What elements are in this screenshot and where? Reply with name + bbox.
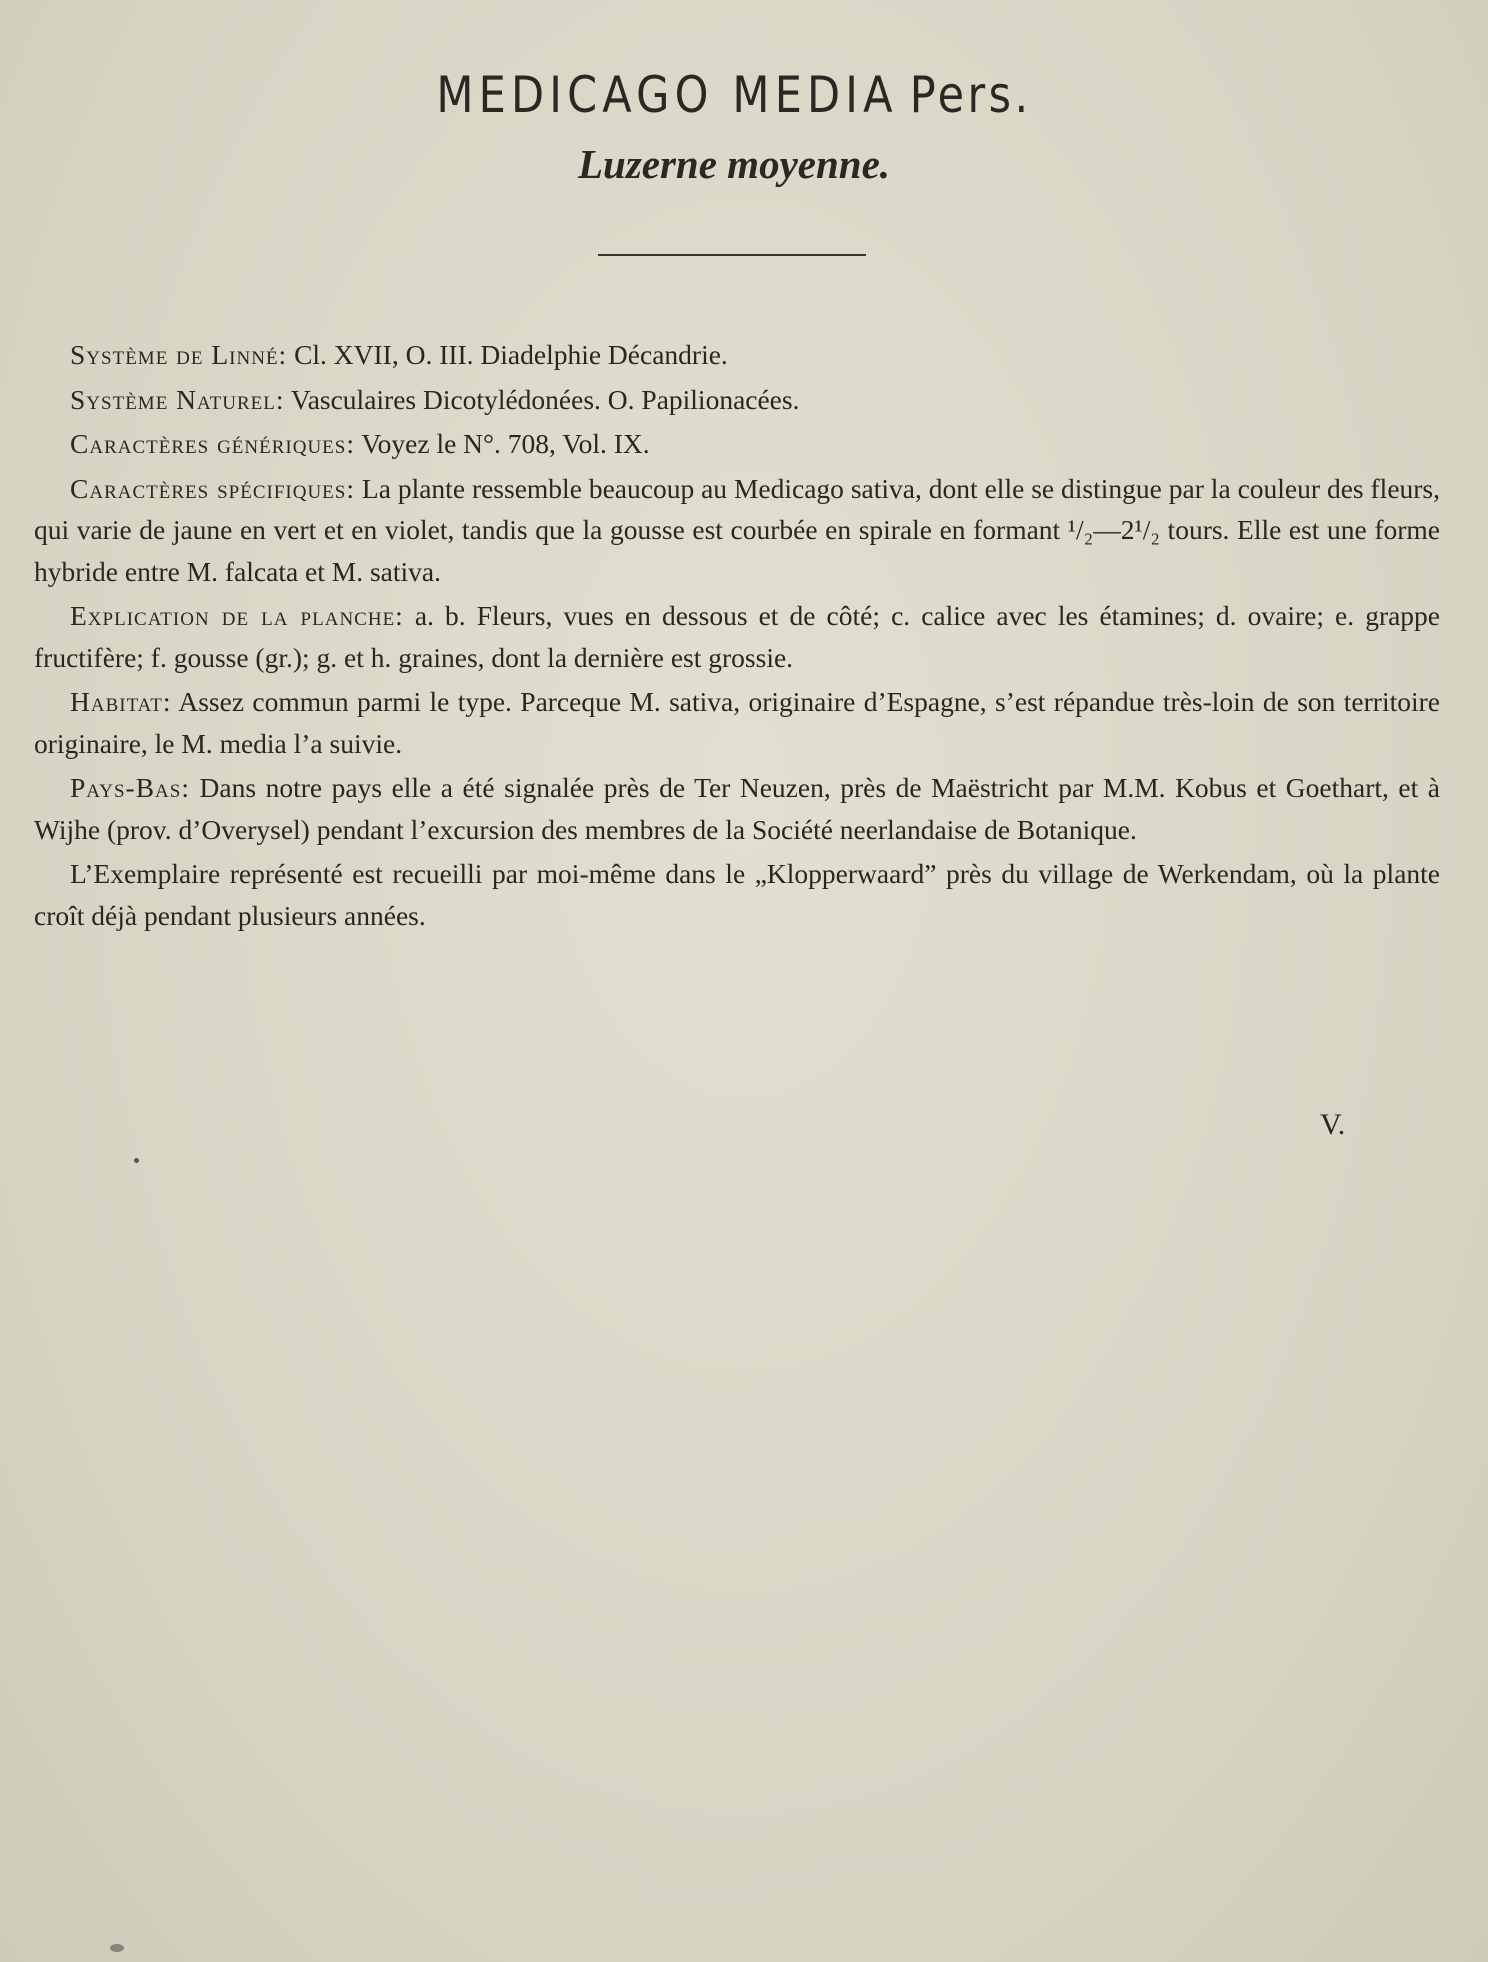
paragraph-text: Vasculaires Dicotylédonées. O. Papilionacées. [284,383,800,415]
paper-speck [134,1158,139,1163]
paragraph-label: Système de Linné: [70,339,288,370]
paragraph-label: Explication de la planche: [70,600,404,631]
paragraph-habitat [34,681,1440,764]
species-title [103,66,1365,124]
paragraph-text: Voyez le N°. 708, Vol. IX. [354,428,650,459]
paragraph-specifiques [34,468,1440,593]
paper-speck [110,1944,124,1952]
paragraph-linne [34,334,1440,376]
paragraph-text: Cl. XVII, O. III. Diadelphie Décandrie. [287,339,728,370]
description-body [34,334,1440,939]
paragraph-label: Pays-Bas: [70,772,190,803]
species-author: Pers. [909,66,1032,124]
title-rule [598,254,866,256]
common-name: Luzerne moyenne. [577,141,891,187]
paragraph-pays-bas [34,767,1440,850]
paragraph-text: Assez commun parmi le type. Parceque M. sativa, originaire d’Espagne, s’est répandue très-loin de son territoire originaire, le M. media l’a suivie. [34,686,1440,759]
paragraph-naturel [34,379,1440,421]
paragraph-explication [34,595,1440,678]
paragraph-label: Système Naturel: [70,383,285,415]
paragraph-text: L’Exemplaire représenté est recueilli par moi-même dans le „Klopperwaard” près du village de Werkendam, où la plante croît déjà pendant plusieurs années. [34,858,1440,931]
paragraph-label: Caractères spécifiques: [70,472,355,504]
paragraph-exemplaire [34,853,1440,936]
paragraph-text: La plante ressemble beaucoup au Medicago sativa, dont elle se distingue par la couleur des fleurs, qui varie de jaune en vert et en violet, tandis que la gousse est courbée en spirale en formant ¹/₂—2¹/₂ tours. Elle est une forme hybride entre M. falcata et M. sativa. [34,472,1441,587]
paragraph-label: Habitat: [70,686,172,717]
paragraph-text: Dans notre pays elle a été signalée près de Ter Neuzen, près de Maëstricht par M.M. Kobus et Goethart, et à Wijhe (prov. d’Overysel) pendant l’excursion des membres de la Société neerlandaise de Botanique. [34,772,1440,845]
author-signature: V. [1320,1108,1346,1141]
paragraph-label: Caractères génériques: [70,428,355,459]
species-latin-name: MEDICAGO MEDIA [436,66,898,124]
paragraph-text: a. b. Fleurs, vues en dessous et de côté; c. calice avec les étamines; d. ovaire; e. grappe fructifère; f. gousse (gr.); g. et h. graines, dont la dernière est grossie. [34,600,1441,673]
paragraph-generiques [34,423,1440,465]
